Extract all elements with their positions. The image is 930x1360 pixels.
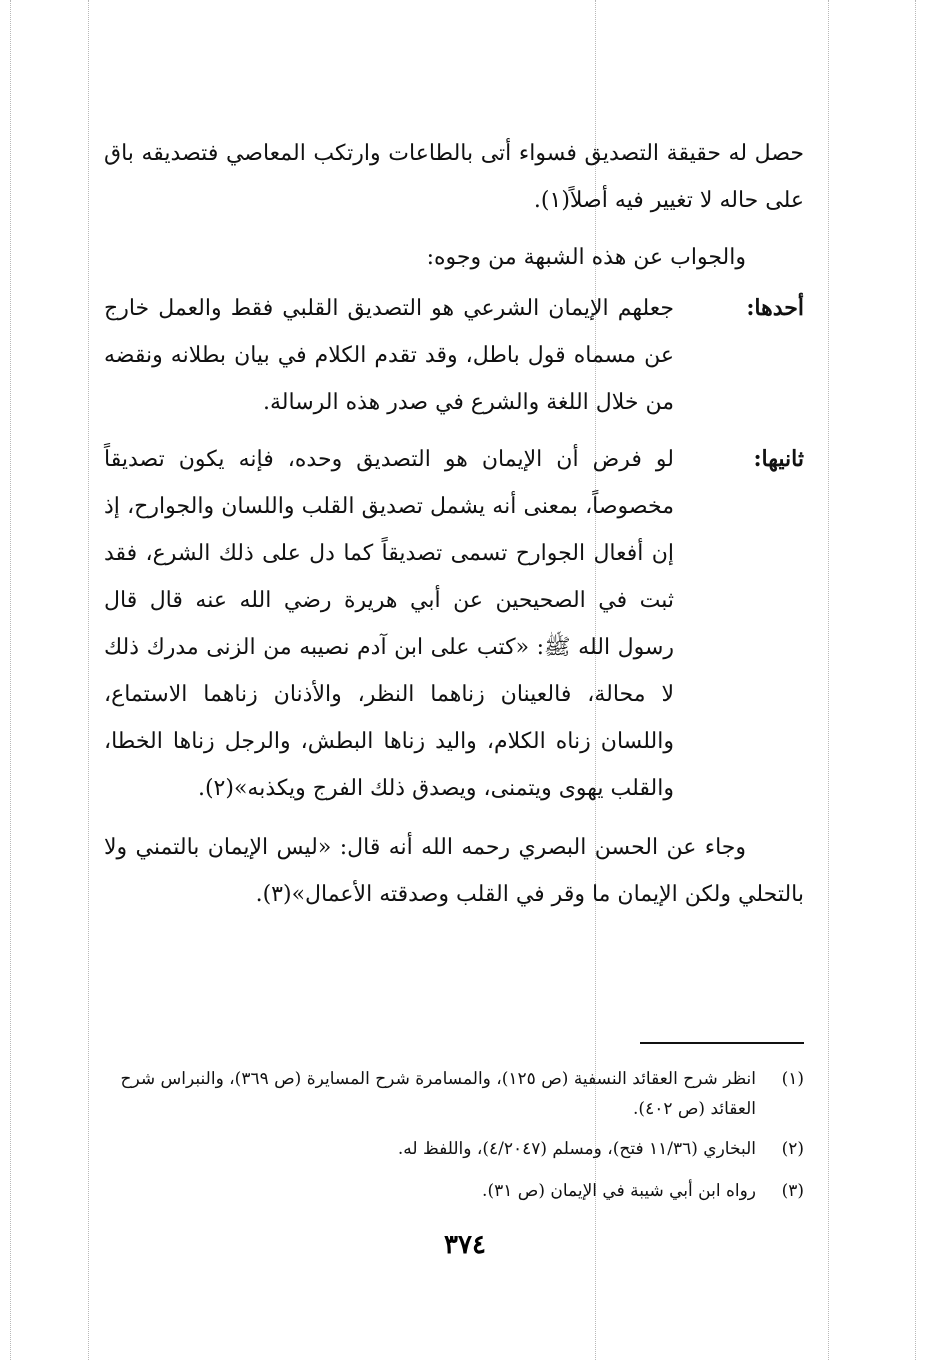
scan-guide-line (88, 0, 89, 1360)
footnote-number: (١) (781, 1069, 804, 1089)
scan-guide-line (828, 0, 829, 1360)
point-first (104, 285, 804, 426)
point-second (104, 436, 804, 812)
paragraph-3: وجاء عن الحسن البصري رحمه الله أنه قال: «ليس الإيمان بالتمني ولا بالتحلي ولكن الإيمان ما وقر في القلب وصدقته الأعمال»(٣). (104, 835, 804, 907)
footnote-1 (104, 1064, 804, 1124)
footnote-number: (٣) (781, 1181, 804, 1201)
footnote-text: رواه ابن أبي شيبة في الإيمان (ص ٣١). (482, 1181, 756, 1201)
footnote-separator (640, 1042, 804, 1044)
page-number: ٣٧٤ (444, 1230, 486, 1260)
point-label: ثانيها: (753, 446, 804, 472)
footnote-text: انظر شرح العقائد النسفية (ص ١٢٥)، والمسامرة شرح المسايرة (ص ٣٦٩)، والنبراس شرح العقائد (ص ٤٠٢). (120, 1069, 756, 1119)
point-text: لو فرض أن الإيمان هو التصديق وحده، فإنه يكون تصديقاً مخصوصاً، بمعنى أنه يشمل تصديق القلب واللسان والجوارح، إذ إن أفعال الجوارح تسمى تصديقاً كما دل على ذلك الشرع، فقد ثبت في الصحيحين عن أبي هريرة رضي الله عنه قال قال رسول الله ﷺ: «كتب على ابن آدم نصيبه من الزنى مدرك ذلك لا محالة، فالعينان زناهما النظر، والأذنان زناهما الاستماع، واللسان زناه الكلام، واليد زناها البطش، والرجل زناها الخطا، والقلب يهوى ويتمنى، ويصدق ذلك الفرج ويكذبه»(٢). (104, 447, 674, 801)
point-text: جعلهم الإيمان الشرعي هو التصديق القلبي فقط والعمل خارج عن مسماه قول باطل، وقد تقدم الكلام في بيان بطلانه ونقضه من خلال اللغة والشرع في صدر هذه الرسالة. (104, 296, 674, 415)
scan-guide-line (915, 0, 916, 1360)
scan-guide-line (10, 0, 11, 1360)
footnote-text: البخاري (١١/٣٦ فتح)، ومسلم (٤/٢٠٤٧)، واللفظ له. (397, 1139, 756, 1159)
footnote-2 (104, 1134, 804, 1164)
point-label: أحدها: (746, 295, 804, 321)
footnote-3 (104, 1176, 804, 1206)
paragraph-2: والجواب عن هذه الشبهة من وجوه: (426, 245, 746, 270)
paragraph-1: حصل له حقيقة التصديق فسواء أتى بالطاعات وارتكب المعاصي فتصديقه باق على حاله لا تغيير فيه أصلاً(١). (104, 141, 804, 213)
footnote-number: (٢) (781, 1139, 804, 1159)
body-text (104, 130, 804, 918)
